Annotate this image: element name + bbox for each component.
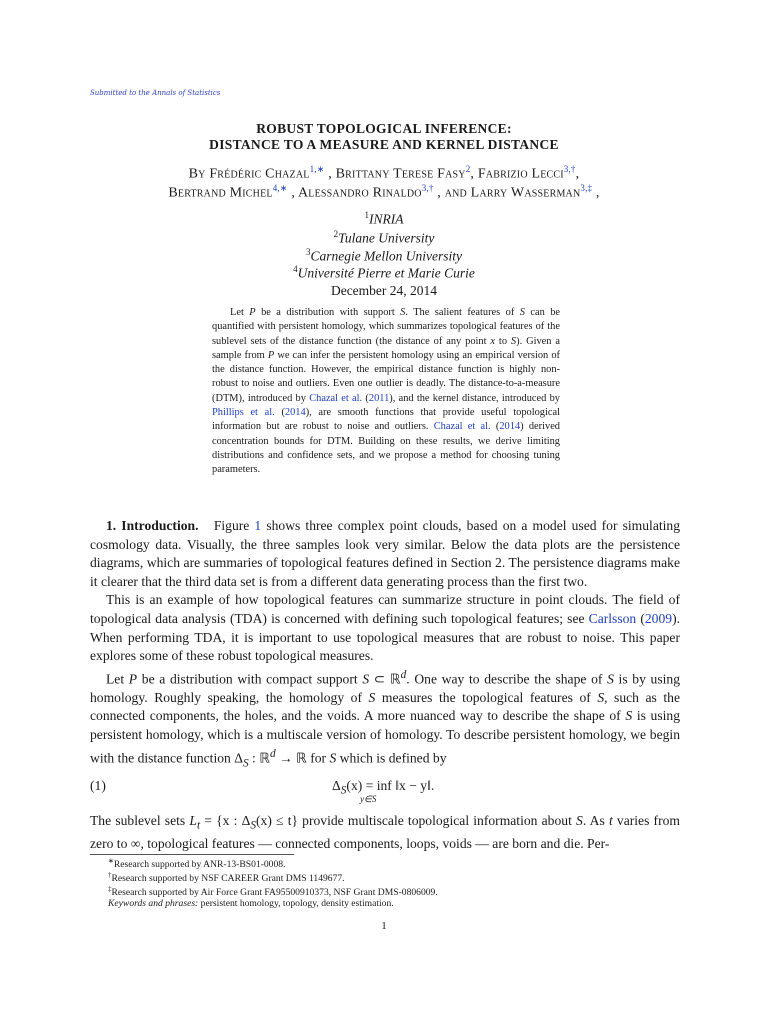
section-heading: 1. Introduction. (106, 518, 199, 533)
citation-year-link[interactable]: 2009 (644, 610, 673, 626)
author-name: Fabrizio Lecci (477, 166, 564, 182)
citation-link[interactable]: Phillips et al. (212, 407, 275, 419)
date: December 24, 2014 (330, 283, 438, 298)
affil-name: Carnegie Mellon University (310, 248, 462, 264)
footnote: ∗Research supported by ANR-13-BS01-0008. (108, 857, 286, 871)
title-line-1: ROBUST TOPOLOGICAL INFERENCE: (256, 121, 512, 136)
citation-year-link[interactable]: 2014 (499, 421, 521, 433)
intro-paragraph-1: 1. Introduction. Figure 1 shows three complex point clouds, based on a model used for simulating cosmology data. Visually, the three samples look very similar. Below the data plots are the persistence diagrams, which are summaries of topological features defined in Section 2. The persistence diagrams make it clearer that the third data set is from a different data generating process than the first two. (90, 518, 681, 589)
keywords (90, 897, 680, 910)
author-sep: , and (433, 185, 471, 201)
author-sep: , (287, 185, 298, 201)
citation-link[interactable]: Carlsson (588, 610, 637, 626)
page-number: 1 (381, 920, 387, 932)
affil-marker: 4 (293, 264, 298, 274)
affil-marker: 2 (333, 229, 339, 239)
author-name: Frédéric Chazal (209, 166, 310, 182)
author-affil-ref[interactable]: 3,† (421, 183, 434, 193)
author-affil-ref[interactable]: 3,† (563, 164, 576, 174)
author-name: Alessandro Rinaldo (297, 185, 422, 201)
author-sep: , (575, 166, 580, 182)
equation-inf-subscript: y∈S (360, 794, 377, 804)
figure-ref-link[interactable]: 1 (254, 518, 262, 533)
author-sep: , (470, 166, 478, 182)
affil-name: Tulane University (338, 230, 435, 246)
title-line-2: DISTANCE TO A MEASURE AND KERNEL DISTANCE (209, 137, 559, 152)
affil-name: INRIA (369, 211, 404, 227)
author-line-1 (0, 164, 768, 183)
affiliation (0, 247, 768, 265)
citation-link[interactable]: Chazal et al. (433, 421, 491, 433)
author-affil-ref[interactable]: 2 (465, 164, 471, 174)
author-sep: , (592, 185, 600, 201)
citation-year-link[interactable]: 2011 (368, 392, 390, 404)
equation-number: (1) (90, 778, 106, 793)
author-affil-ref[interactable]: 4,∗ (272, 183, 288, 193)
author-affil-ref[interactable]: 3,‡ (580, 183, 593, 193)
author-sep: , (324, 166, 336, 182)
footnote: †Research supported by NSF CAREER Grant DMS 1149677. (108, 871, 345, 885)
affil-marker: 3 (306, 247, 311, 257)
equation-1 (90, 778, 680, 808)
keywords-label: Keywords and phrases: (108, 898, 199, 909)
equation-body: $\Delta_S(x)$ = inf ‖x − y‖. (332, 778, 435, 797)
keywords-text: persistent homology, topology, density estimation. (198, 898, 394, 909)
intro-paragraph-2: This is an example of how topological features can summarize structure in point clouds. The field of topological data analysis (TDA) is concerned with defining such topological features; see Carlsson (2009). When performing TDA, it is important to use topological measures that are robust to noise. This paper explores some of these robust topological measures. (90, 592, 680, 664)
affiliation (0, 264, 768, 282)
author-name: Bertrand Michel (168, 185, 273, 201)
intro-paragraph-3: Let P be a distribution with compact support S ⊂ ℝ$^d$. One way to describe the shape of S is by using homology. Roughly speaking, the homology of S measures the topological features of S, such as the connected components, the holes, and the voids. A more nuanced way to describe the shape of S is using persistent homology, which is a multiscale version of homology. To describe persistent homology, we begin with the distance function $\Delta_S$ : ℝ$^d$ → ℝ for S which is defined by (90, 668, 681, 769)
citation-year-link[interactable]: 2014 (284, 407, 306, 419)
affiliation (0, 229, 768, 247)
footnote: ‡Research supported by Air Force Grant FA95500910373, NSF Grant DMS-0806009. (108, 885, 438, 899)
by-label: By (188, 166, 210, 182)
affil-name: Université Pierre et Marie Curie (297, 265, 475, 281)
affiliation (0, 210, 768, 228)
author-affil-ref[interactable]: 1,∗ (309, 164, 325, 174)
affil-marker: 1 (364, 210, 369, 220)
author-line-2 (0, 183, 768, 202)
author-name: Brittany Terese Fasy (335, 166, 466, 182)
paragraph-after-equation: The sublevel sets $L_t = \{x$ : $\Delta_S(x) \le t$} provide multiscale topological information about S. As t varies from zero to ∞, topological features — connected components, loops, voids — are born and die. Per- (90, 813, 680, 852)
introduction-section (90, 517, 680, 773)
abstract: Let P be a distribution with support S. The salient features of S can be quantified with persistent homology, which summarizes topological features of the sublevel sets of the distance function (the distance of any point x to S). Given a sample from P we can infer the persistent homology using an empirical version of the distance function. However, the empirical distance function is highly non-robust to noise and outliers. Even one outlier is deadly. The distance-to-a-measure (DTM), introduced by Chazal et al. (2011), and the kernel distance, introduced by Phillips et al. (2014), are smooth functions that provide useful topological information but are robust to noise and outliers. Chazal et al. (2014) derived concentration bounds for DTM. Building on these results, we derive limiting distributions and confidence sets, and we propose a method for choosing tuning parameters. (212, 307, 561, 476)
author-name: Larry Wasserman (470, 185, 581, 201)
running-header[interactable]: Submitted to the Annals of Statistics (90, 89, 221, 97)
body-continuation (90, 812, 680, 854)
citation-link[interactable]: Chazal et al. (309, 392, 363, 404)
